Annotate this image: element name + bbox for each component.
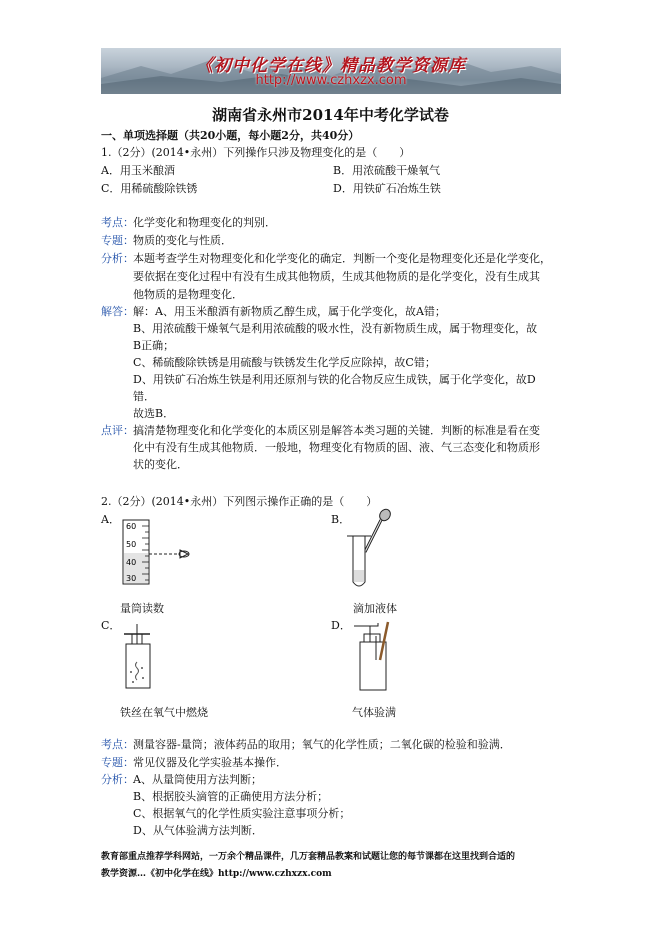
q2-fenxi-label: 分析： [101,773,134,786]
q2-kaodian: 测量容器-量筒；液体药品的取用；氧气的化学性质；二氧化碳的检验和验满． [133,738,511,751]
q1-fenxi-label: 分析： [101,252,134,265]
q1-option-a: A．用玉米酿酒 [101,164,175,177]
q1-jieda-line1: 解：A、用玉米酿酒有新物质乙醇生成，属于化学变化，故A错； [133,305,446,318]
section-heading: 一、单项选择题（共20小题，每小题2分，共40分） [101,129,360,142]
q2-stem: 2.（2分）(2014•永州）下列图示操作正确的是（ ） [101,495,378,508]
cylinder-tick-60: 60 [126,522,137,531]
q2-option-d-letter: D． [331,619,351,632]
q2-zhuanti-label: 专题： [101,756,134,769]
q1-dianping-line2: 化中有没有生成其他物质．一般地，物理变化有物质的固、液、气三态变化和物质形 [133,441,540,454]
q1-jieda-line4: C、稀硫酸除铁锈是用硫酸与铁锈发生化学反应除掉，故C错； [133,356,436,369]
cylinder-tick-50: 50 [126,540,137,549]
gas-bottle-figure [350,620,400,694]
banner-title: 《初中化学在线》精品教学资源库 [196,56,466,76]
q2-fenxi-line2: B、根据胶头滴管的正确使用方法分析； [133,790,329,803]
dropper-test-tube-figure [345,508,395,592]
q1-zhuanti-label: 专题： [101,234,134,247]
q1-dianping-line1: 搞清楚物理变化和化学变化的本质区别是解答本类习题的关键．判断的标准是看在变 [133,424,540,437]
q1-zhuanti: 物质的变化与性质． [133,234,232,247]
q1-fenxi-line1: 本题考查学生对物理变化和化学变化的确定．判断一个变化是物理变化还是化学变化， [133,252,551,265]
iron-wire-bottle-figure [118,622,160,692]
q1-option-b: B．用浓硫酸干燥氧气 [333,164,441,177]
q1-option-d: D．用铁矿石冶炼生铁 [333,182,441,195]
q2-caption-a: 量筒读数 [120,602,164,615]
q2-fenxi-line1: A、从量筒使用方法判断； [133,773,262,786]
q1-jieda-line6: 错． [133,390,155,403]
banner-url[interactable]: http://www.czhxzx.com [255,73,407,88]
q1-kaodian: 化学变化和物理变化的判别． [133,216,276,229]
q2-zhuanti: 常见仪器及化学实验基本操作． [133,756,287,769]
graduated-cylinder-figure [120,518,200,588]
q1-jieda-label: 解答： [101,305,134,318]
q1-stem: 1.（2分）(2014•永州）下列操作只涉及物理变化的是（ ） [101,146,411,159]
footer-line1: 教育部重点推荐学科网站，一万余个精品课件，几万套精品教案和试题让您的每节课都在这里找到合适的 [101,852,516,862]
q1-jieda-line7: 故选B． [133,407,175,420]
q2-option-a-letter: A． [101,513,120,526]
q1-fenxi-line2: 要依据在变化过程中有没有生成其他物质，生成其他物质的是化学变化，没有生成其 [133,270,540,283]
q2-fenxi-line4: D、从气体验满方法判断． [133,824,263,837]
exam-title: 湖南省永州市2014年中考化学试卷 [212,106,449,124]
q2-caption-c: 铁丝在氧气中燃烧 [120,706,208,719]
header-banner [101,48,561,94]
q1-option-c: C．用稀硫酸除铁锈 [101,182,198,195]
cylinder-tick-40: 40 [126,558,137,567]
q2-kaodian-label: 考点： [101,738,134,751]
q1-fenxi-line3: 他物质的是物理变化． [133,288,243,301]
q1-dianping-line3: 状的变化． [133,458,188,471]
q1-kaodian-label: 考点： [101,216,134,229]
q1-jieda-line3: B正确； [133,339,175,352]
footer-line2[interactable]: 教学资源…《初中化学在线》http://www.czhxzx.com [101,869,332,879]
q2-caption-d: 气体验满 [352,706,396,719]
q2-fenxi-line3: C、根据氧气的化学性质实验注意事项分析； [133,807,351,820]
q1-jieda-line2: B、用浓硫酸干燥氧气是利用浓硫酸的吸水性，没有新物质生成，属于物理变化，故 [133,322,538,335]
q1-dianping-label: 点评： [101,424,134,437]
cylinder-tick-30: 30 [126,574,137,583]
q2-option-b-letter: B． [331,513,351,526]
q1-jieda-line5: D、用铁矿石冶炼生铁是利用还原剂与铁的化合物反应生成铁，属于化学变化，故D [133,373,536,386]
q2-option-c-letter: C． [101,619,121,632]
q2-caption-b: 滴加液体 [353,602,397,615]
